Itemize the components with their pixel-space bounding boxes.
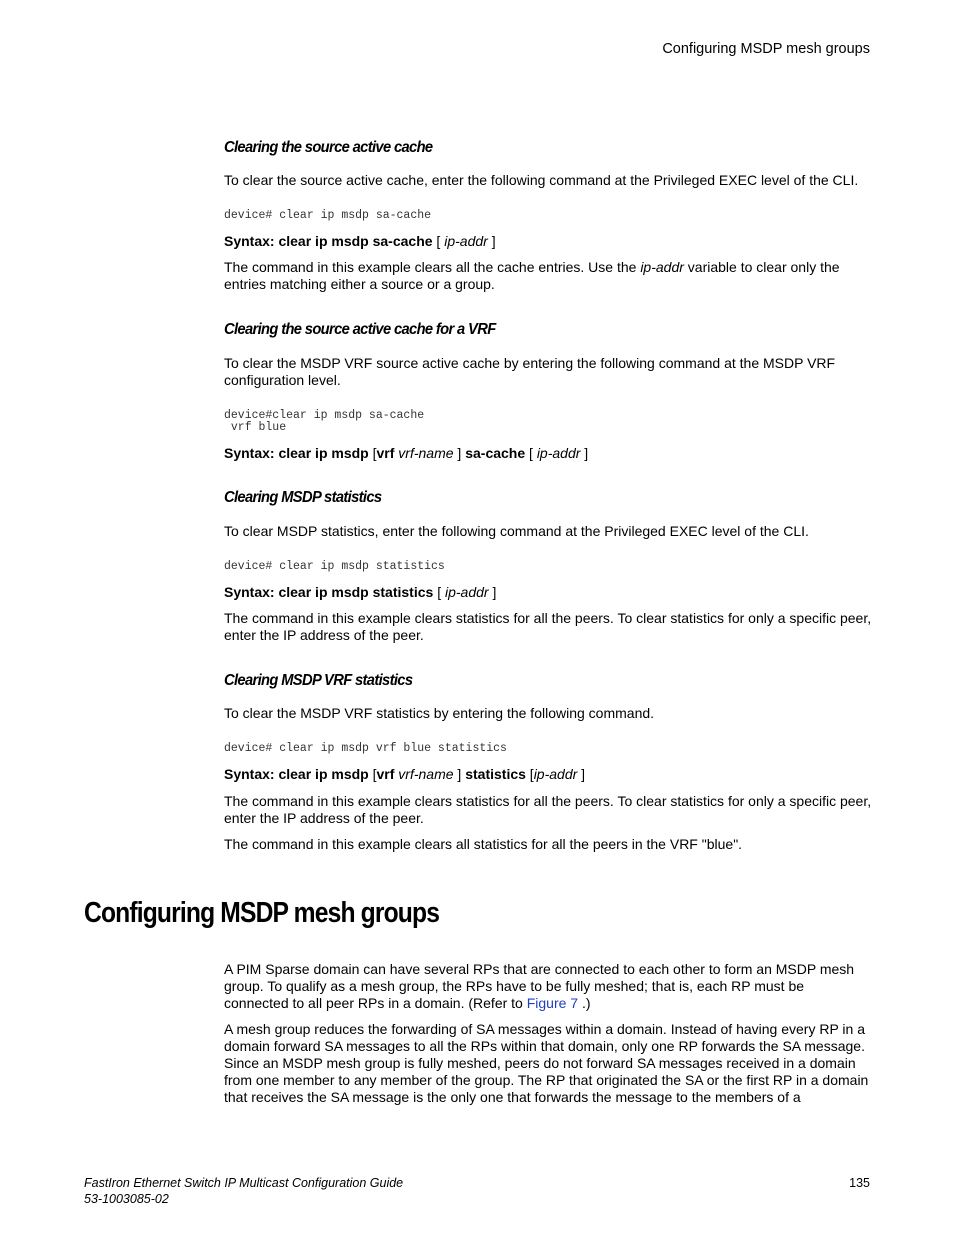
section-heading-clear-sa-cache: Clearing the source active cache [224, 139, 433, 156]
syntax-line: Syntax: clear ip msdp sa-cache [ ip-addr ] [224, 233, 496, 249]
section-paragraph: The command in this example clears statistics for all the peers. To clear statistics for only a specific peer, enter the IP address of the peer. [224, 610, 872, 643]
code-example: device# clear ip msdp vrf blue statistics [224, 742, 507, 755]
section-heading-clear-sa-cache-vrf: Clearing the source active cache for a VRF [224, 321, 496, 338]
section-intro: To clear the MSDP VRF statistics by entering the following command. [224, 705, 655, 721]
section-heading-clear-msdp-vrf-statistics: Clearing MSDP VRF statistics [224, 672, 413, 689]
section-paragraph: The command in this example clears all the cache entries. Use the ip-addr variable to clear only the entries matching either a source or a group. [224, 259, 840, 292]
section-heading-clear-msdp-statistics: Clearing MSDP statistics [224, 489, 382, 506]
footer-doc-info [84, 1175, 403, 1207]
section-paragraph: The command in this example clears all statistics for all the peers in the VRF "blue". [224, 836, 743, 852]
footer-page-number: 135 [849, 1176, 870, 1190]
main-paragraph-2: A mesh group reduces the forwarding of SA messages within a domain. Instead of having every RP in a domain forward SA messages to all the RPs within that domain, only one RP forwards the SA message. Since an MSDP mesh group is fully meshed, peers do not forward SA messages received in a domain from one member to any member of the group. The RP that originated the SA or the first RP in a domain that receives the SA message is the only one that forwards the message to the members of a [224, 1021, 869, 1105]
footer-doc-number: 53-1003085-02 [84, 1192, 169, 1206]
figure-7-link[interactable]: Figure 7 [526, 995, 579, 1011]
section-intro: To clear the source active cache, enter the following command at the Privileged EXEC level of the CLI. [224, 172, 859, 188]
code-example: device# clear ip msdp statistics [224, 560, 445, 573]
code-example: device#clear ip msdp sa-cache vrf blue [224, 409, 425, 434]
footer-doc-title: FastIron Ethernet Switch IP Multicast Configuration Guide [84, 1176, 404, 1190]
code-example: device# clear ip msdp sa-cache [224, 209, 432, 222]
section-intro: To clear MSDP statistics, enter the following command at the Privileged EXEC level of the CLI. [224, 523, 809, 539]
syntax-line: Syntax: clear ip msdp statistics [ ip-addr ] [224, 584, 497, 600]
running-header: Configuring MSDP mesh groups [662, 41, 870, 57]
main-paragraph-1: A PIM Sparse domain can have several RPs that are connected to each other to form an MSDP mesh group. To qualify as a mesh group, the RPs have to be fully meshed; that is, each RP must be connected to all peer RPs in a domain. (Refer to Figure 7 .) [224, 961, 855, 1011]
syntax-line: Syntax: clear ip msdp [vrf vrf-name ] statistics [ip-addr ] [224, 766, 586, 782]
main-section-heading: Configuring MSDP mesh groups [84, 897, 440, 929]
section-intro: To clear the MSDP VRF source active cache by entering the following command at the MSDP VRF configuration level. [224, 355, 836, 388]
syntax-line: Syntax: clear ip msdp [vrf vrf-name ] sa-cache [ ip-addr ] [224, 445, 589, 461]
section-paragraph: The command in this example clears statistics for all the peers. To clear statistics for only a specific peer, enter the IP address of the peer. [224, 793, 872, 826]
